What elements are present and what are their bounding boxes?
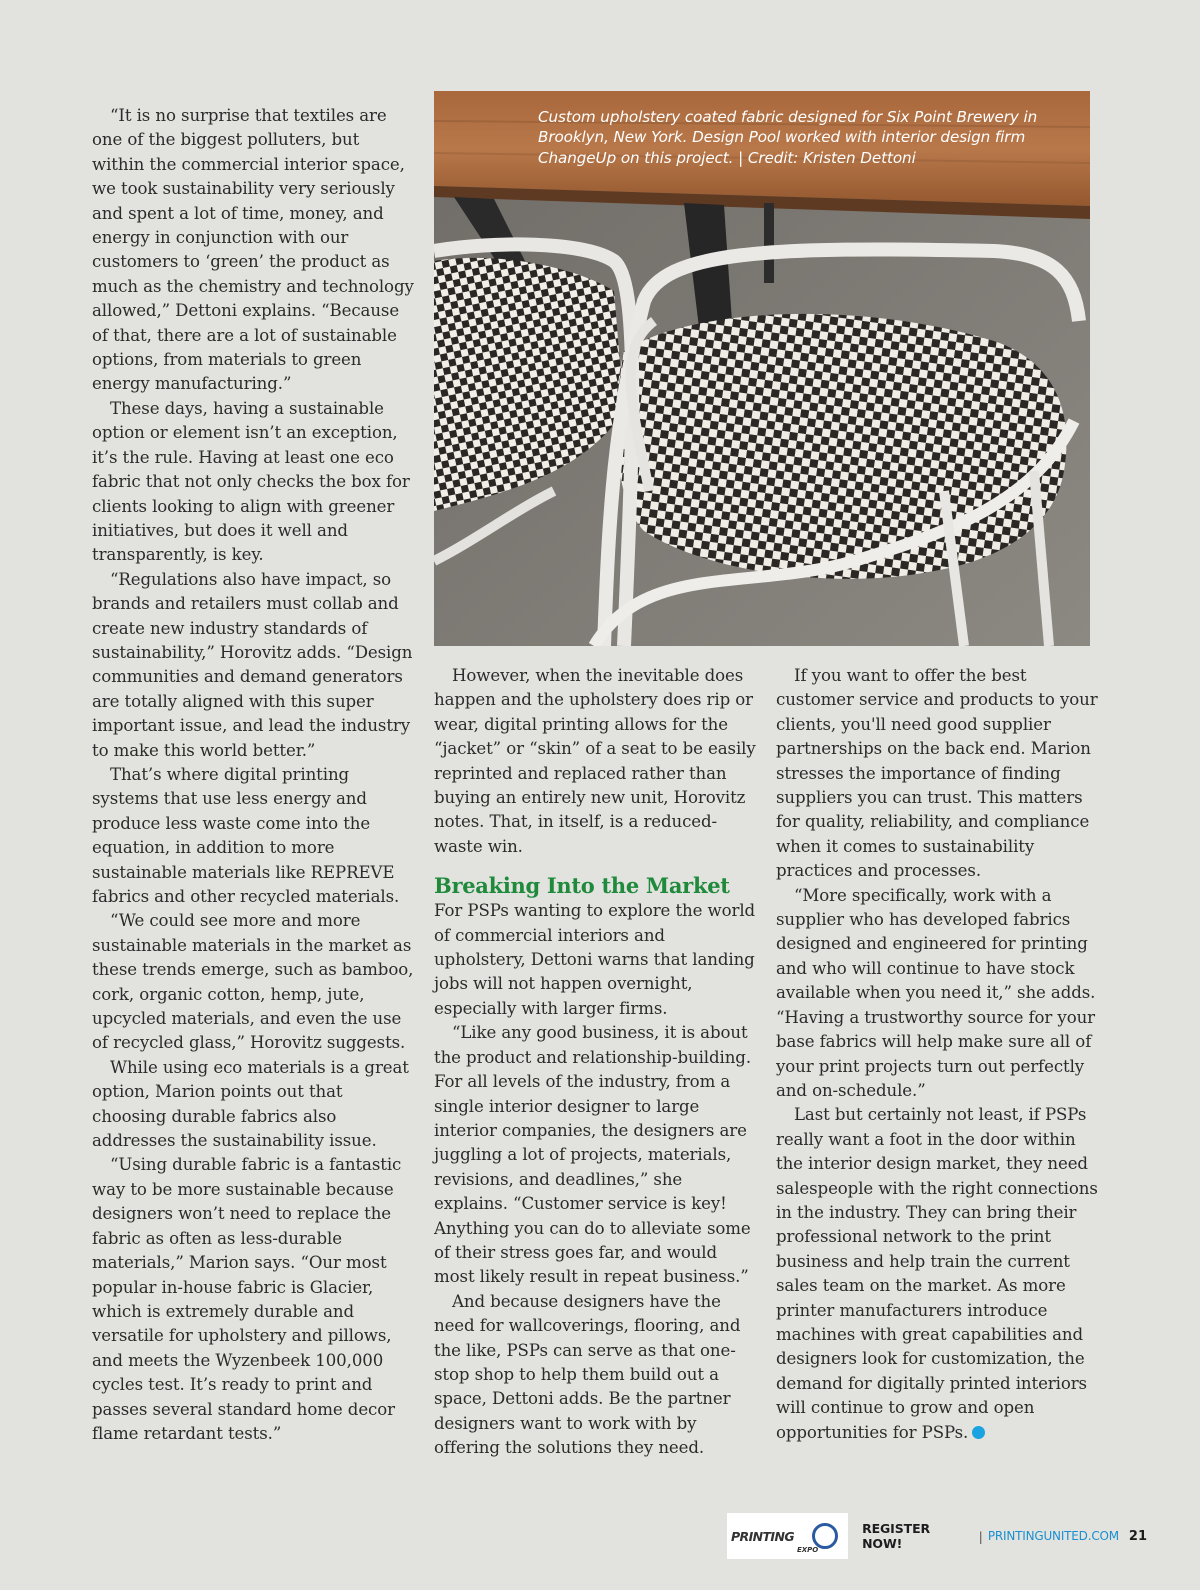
website-link[interactable]: PRINTINGUNITED.COM bbox=[987, 1529, 1119, 1543]
logo-text: PRINTING bbox=[731, 1528, 794, 1544]
paragraph: While using eco materials is a great option, Marion points out that choosing durable fabrics also addresses the sustainability issue. bbox=[92, 1057, 409, 1151]
article-column-2 bbox=[434, 664, 756, 1461]
page-footer bbox=[727, 1513, 1147, 1559]
paragraph bbox=[776, 1103, 1098, 1445]
paragraph: And because designers have the need for wallcoverings, flooring, and the like, PSPs can serve as that one-stop shop to help them build out a space, Dettoni adds. Be the partner designers want to work with by offering the solutions they need. bbox=[434, 1291, 741, 1458]
section-subhead: Breaking Into the Market bbox=[434, 873, 730, 899]
paragraph: That’s where digital printing systems that use less energy and produce less waste come into the equation, in addition to more sustainable materials like REPREVE fabrics and other recycled materials. bbox=[92, 764, 400, 906]
paragraph: For PSPs wanting to explore the world of commercial interiors and upholstery, Dettoni warns that landing jobs will not happen overnight, especially with larger firms. bbox=[434, 901, 756, 1018]
footer-separator: | bbox=[978, 1528, 983, 1544]
photo-caption: Custom upholstery coated fabric designed for Six Point Brewery in Brooklyn, New York. Design Pool worked with interior design firm ChangeUp on this project. | Credit: Kristen Dettoni bbox=[538, 108, 1038, 167]
paragraph: “More specifically, work with a supplier who has developed fabrics designed and engineered for printing and who will continue to have stock available when you need it,” she adds. “Having a trustworthy source for your base fabrics will help make sure all of your print projects turn out perfectly and on-schedule.” bbox=[776, 885, 1096, 1100]
article-photo bbox=[434, 91, 1090, 646]
paragraph: “Using durable fabric is a fantastic way to be more sustainable because designers won’t need to replace the fabric as often as less-durable materials,” Marion says. “Our most popular in-house fabric is Glacier, which is extremely durable and versatile for upholstery and pillows, and meets the Wyzenbeek 100,000 cycles test. It’s ready to print and passes several standard home decor flame retardant tests.” bbox=[92, 1155, 402, 1443]
page-number: 21 bbox=[1128, 1528, 1147, 1544]
paragraph: “We could see more and more sustainable materials in the market as these trends emerge, such as bamboo, cork, organic cotton, hemp, jute, upcycled materials, and even the use of recycled glass,” Horovitz suggests. bbox=[92, 911, 414, 1053]
article-column-3 bbox=[776, 664, 1098, 1445]
logo-subtext: EXPO bbox=[797, 1546, 819, 1554]
paragraph: However, when the inevitable does happen and the upholstery does rip or wear, digital printing allows for the “jacket” or “skin” of a seat to be easily reprinted and replaced rather than buying an entirely new unit, Horovitz notes. That, in itself, is a reduced-waste win. bbox=[434, 666, 756, 856]
paragraph: “Like any good business, it is about the product and relationship-building. For all levels of the industry, from a single interior designer to large interior companies, the designers are juggling a lot of projects, materials, revisions, and deadlines,” she explains. “Customer service is key! Anything you can do to alleviate some of their stress goes far, and would most likely result in repeat business.” bbox=[434, 1023, 751, 1287]
paragraph: “It is no surprise that textiles are one of the biggest polluters, but within the commercial interior space, we took sustainability very seriously and spent a lot of time, money, and energy in conjunction with our customers to ‘green’ the product as much as the chemistry and technology allowed,” Dettoni explains. “Because of that, there are a lot of sustainable options, from materials to green energy manufacturing.” bbox=[92, 106, 414, 394]
article-column-1 bbox=[92, 104, 414, 1446]
paragraph: If you want to offer the best customer service and products to your clients, you'll need good supplier partnerships on the back end. Marion stresses the importance of finding suppliers you can trust. This matters for quality, reliability, and compliance when it comes to sustainability practices and processes. bbox=[776, 666, 1098, 881]
paragraph: These days, having a sustainable option or element isn’t an exception, it’s the rule. Having at least one eco fabric that not only checks the box for clients looking to align with greener initiatives, but does it well and transparently, is key. bbox=[92, 398, 410, 565]
paragraph: “Regulations also have impact, so brands and retailers must collab and create new industry standards of sustainability,” Horovitz adds. “Design communities and demand generators are totally aligned with this super important issue, and lead the industry to make this world better.” bbox=[92, 569, 413, 760]
end-of-article-icon bbox=[972, 1426, 985, 1439]
register-now-link[interactable]: REGISTER NOW! bbox=[862, 1521, 931, 1551]
paragraph-text: Last but certainly not least, if PSPs really want a foot in the door within the interior design market, they need salespeople with the right connections in the industry. They can bring their professional network to the print business and help train the current sales team on the market. As more printer manufacturers introduce machines with great capabilities and designers look for customization, the demand for digitally printed interiors will continue to grow and open opportunities for PSPs. bbox=[776, 1105, 1098, 1442]
printing-united-expo-logo[interactable] bbox=[727, 1513, 848, 1559]
photo-illustration bbox=[434, 91, 1090, 646]
